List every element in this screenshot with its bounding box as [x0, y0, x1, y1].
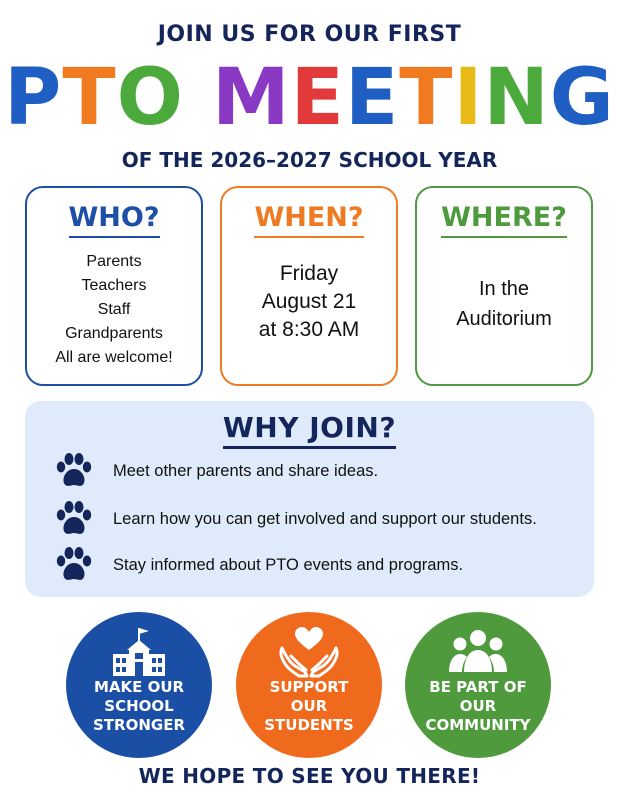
- title-letter: P: [4, 53, 63, 143]
- reason-item: [53, 451, 378, 491]
- where-card: [415, 186, 593, 386]
- reason-item: [53, 545, 463, 585]
- title-letter: N: [483, 53, 550, 143]
- reason-text: Learn how you can get involved and support our students.: [113, 509, 537, 528]
- where-line: Auditorium: [456, 308, 552, 330]
- where-title: WHERE?: [441, 202, 567, 238]
- reason-text: Stay informed about PTO events and programs.: [113, 555, 464, 574]
- make-school-stronger-badge: [66, 612, 212, 758]
- intro-heading: JOIN US FOR OUR FIRST: [157, 22, 462, 47]
- people-group-icon: [448, 626, 508, 678]
- who-list: [27, 250, 201, 370]
- when-title: WHEN?: [254, 202, 363, 238]
- title-letter: G: [549, 53, 615, 143]
- reason-text: Meet other parents and share ideas.: [113, 461, 379, 480]
- title-letter: E: [344, 53, 400, 143]
- when-day: Friday: [279, 262, 339, 285]
- paw-print-icon: [53, 451, 95, 491]
- school-building-icon: [109, 626, 169, 678]
- badge-text: MAKE OUR SCHOOL STRONGER: [93, 678, 185, 734]
- who-item: Grandparents: [65, 325, 163, 342]
- title-letter: O: [116, 53, 184, 143]
- why-join-panel: [25, 401, 594, 597]
- title-letter: [184, 53, 212, 143]
- title-letter: M: [212, 53, 291, 143]
- who-item: All are welcome!: [55, 349, 173, 366]
- who-item: Parents: [86, 253, 142, 270]
- badge-text: BE PART OF OUR COMMUNITY: [425, 678, 531, 734]
- closing-line: WE HOPE TO SEE YOU THERE!: [138, 764, 481, 788]
- when-date: August 21: [261, 290, 357, 313]
- who-title: WHO?: [69, 202, 160, 238]
- title-letter: E: [290, 53, 345, 143]
- who-item: Staff: [97, 301, 131, 318]
- heart-hands-icon: [279, 626, 339, 678]
- who-card: [25, 186, 203, 386]
- who-item: Teachers: [81, 277, 147, 294]
- reason-item: [53, 499, 537, 539]
- paw-print-icon: [53, 499, 95, 539]
- when-card: [220, 186, 398, 386]
- where-details: [417, 274, 591, 334]
- subtitle: OF THE 2026–2027 SCHOOL YEAR: [121, 148, 498, 172]
- title-letter: T: [399, 53, 454, 143]
- where-line: In the: [478, 278, 530, 300]
- badge-text: SUPPORT OUR STUDENTS: [264, 678, 354, 734]
- why-join-title: WHY JOIN?: [25, 411, 594, 449]
- be-part-of-community-badge: [405, 612, 551, 758]
- page-title: [0, 52, 619, 144]
- title-letter: I: [453, 53, 484, 143]
- support-our-students-badge: [236, 612, 382, 758]
- when-time: at 8:30 AM: [258, 318, 360, 341]
- when-details: [222, 260, 396, 344]
- title-letter: T: [62, 53, 117, 143]
- paw-print-icon: [53, 545, 95, 585]
